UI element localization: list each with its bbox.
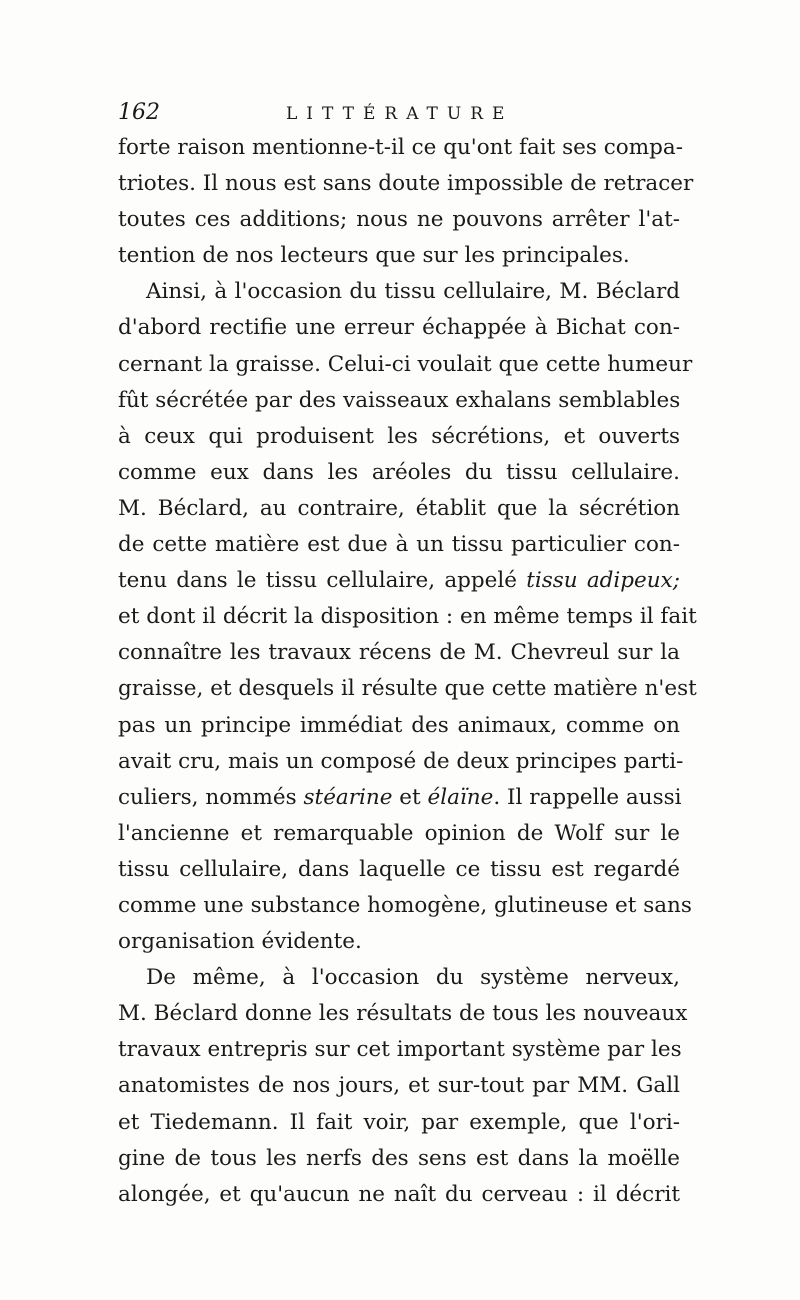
page-header [118,100,678,130]
text-line: alongée, et qu'aucun ne naît du cerveau : il décrit [118,1181,680,1207]
text-fragment: et [392,784,428,810]
text-line: avait cru, mais un composé de deux principes parti- [118,748,684,774]
text-fragment: tenu dans le tissu cellulaire, appelé [118,568,527,594]
italic-term: élaïne [427,784,494,810]
text-line: travaux entrepris sur cet important système par les [118,1037,682,1063]
italic-term: tissu adipeux; [526,568,680,594]
text-line: et dont il décrit la disposition : en même temps il fait [118,604,697,630]
text-line: M. Béclard donne les résultats de tous les nouveaux [118,1001,688,1027]
text-line: comme une substance homogène, glutineuse et sans [118,892,692,918]
text-line: à ceux qui produisent les sécrétions, et ouverts [118,423,680,449]
text-line: tissu cellulaire, dans laquelle ce tissu est regardé [118,856,680,882]
text-line: l'ancienne et remarquable opinion de Wolf sur le [118,820,680,846]
text-line: d'abord rectifie une erreur échappée à Bichat con- [118,315,680,341]
text-line: forte raison mentionne-t-il ce qu'ont fait ses compa- [118,135,683,160]
text-line: pas un principe immédiat des animaux, comme on [118,712,680,738]
text-line: gine de tous les nerfs des sens est dans la moëlle [118,1145,680,1171]
italic-term: stéarine [303,784,393,810]
text-line: anatomistes de nos jours, et sur-tout par MM. Gall [118,1073,680,1099]
text-line: comme eux dans les aréoles du tissu cellulaire. [118,459,680,485]
text-line: triotes. Il nous est sans doute impossible de retracer [118,171,694,197]
text-line: connaître les travaux récens de M. Chevreul sur la [118,640,680,666]
text-fragment: . Il rappelle aussi [493,784,682,810]
text-line: cernant la graisse. Celui-ci voulait que cette humeur [118,351,693,377]
text-line: fût sécrétée par des vaisseaux exhalans semblables [118,387,681,413]
text-line [118,780,680,816]
text-line: graisse, et desquels il résulte que cette matière n'est [118,676,697,702]
text-line: De même, à l'occasion du système nerveux, [146,965,680,991]
text-line: organisation évidente. [118,929,362,955]
text-line: et Tiedemann. Il fait voir, par exemple, que l'ori- [118,1109,680,1135]
text-line [118,563,680,599]
text-line: toutes ces additions; nous ne pouvons arrêter l'at- [118,207,680,233]
text-line: tention de nos lecteurs que sur les principales. [118,243,630,269]
page-number: 162 [118,100,160,125]
text-fragment: culiers, nommés [118,784,304,810]
running-head: LITTÉRATURE [286,104,514,124]
text-line: Ainsi, à l'occasion du tissu cellulaire, M. Béclard [146,279,680,305]
text-line: M. Béclard, au contraire, établit que la sécrétion [118,495,680,521]
text-line: de cette matière est due à un tissu particulier con- [118,532,680,558]
body-text [118,130,697,1213]
